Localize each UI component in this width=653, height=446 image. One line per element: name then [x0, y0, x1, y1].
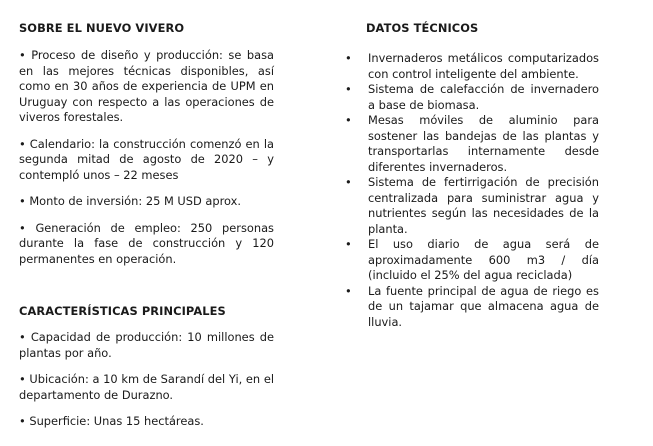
bullet: •	[345, 175, 352, 189]
list-item	[343, 175, 599, 237]
bullet: •	[345, 113, 352, 127]
paragraph-inversion: • Monto de inversión: 25 M USD aprox.	[19, 194, 241, 208]
list-item	[343, 237, 599, 284]
list-item-text: Sistema de calefacción de invernadero a base de biomasa.	[368, 82, 599, 112]
heading-datos-tecnicos: DATOS TÉCNICOS	[366, 21, 479, 35]
bullet: •	[345, 237, 352, 251]
paragraph-superficie: • Superficie: Unas 15 hectáreas.	[19, 414, 204, 428]
paragraph-capacidad: • Capacidad de producción: 10 millones de plantas por año.	[19, 330, 274, 360]
section-sobre-el-vivero	[19, 48, 274, 278]
bullet: •	[345, 82, 352, 96]
paragraph-empleo: • Generación de empleo: 250 personas durante la fase de construcción y 120 permanentes en operación.	[19, 220, 274, 266]
heading-sobre-el-vivero: SOBRE EL NUEVO VIVERO	[19, 21, 185, 35]
heading-caracteristicas: CARACTERÍSTICAS PRINCIPALES	[19, 304, 226, 318]
list-item-text: Invernaderos metálicos computarizados con control inteligente del ambiente.	[368, 51, 599, 81]
list-item-text: Sistema de fertirrigación de precisión centralizada para suministrar agua y nutrientes según las necesidades de la planta.	[368, 175, 599, 236]
paragraph-calendario: • Calendario: la construcción comenzó en la segunda mitad de agosto de 2020 – y contempló unos – 22 meses	[19, 136, 274, 182]
list-item	[343, 82, 599, 113]
bullet: •	[345, 51, 352, 65]
tech-list	[343, 51, 599, 330]
list-item-text: Mesas móviles de aluminio para sostener las bandejas de las plantas y transportarlas internamente desde diferentes invernaderos.	[368, 113, 599, 174]
paragraph-proceso: • Proceso de diseño y producción: se basa en las mejores técnicas disponibles, así como en 30 años de experiencia de UPM en Uruguay con respecto a las operaciones de viveros forestales.	[19, 48, 274, 124]
list-item	[343, 51, 599, 82]
list-item-text: La fuente principal de agua de riego es de un tajamar que almacena agua de lluvia.	[368, 283, 599, 329]
list-item	[343, 284, 599, 331]
list-item	[343, 113, 599, 175]
bullet: •	[345, 283, 352, 298]
list-item-text: El uso diario de agua será de aproximadamente 600 m3 / día (incluido el 25% del agua reciclada)	[368, 237, 599, 282]
paragraph-ubicacion: • Ubicación: a 10 km de Sarandí del Yi, en el departamento de Durazno.	[19, 372, 274, 402]
section-caracteristicas	[19, 330, 274, 441]
